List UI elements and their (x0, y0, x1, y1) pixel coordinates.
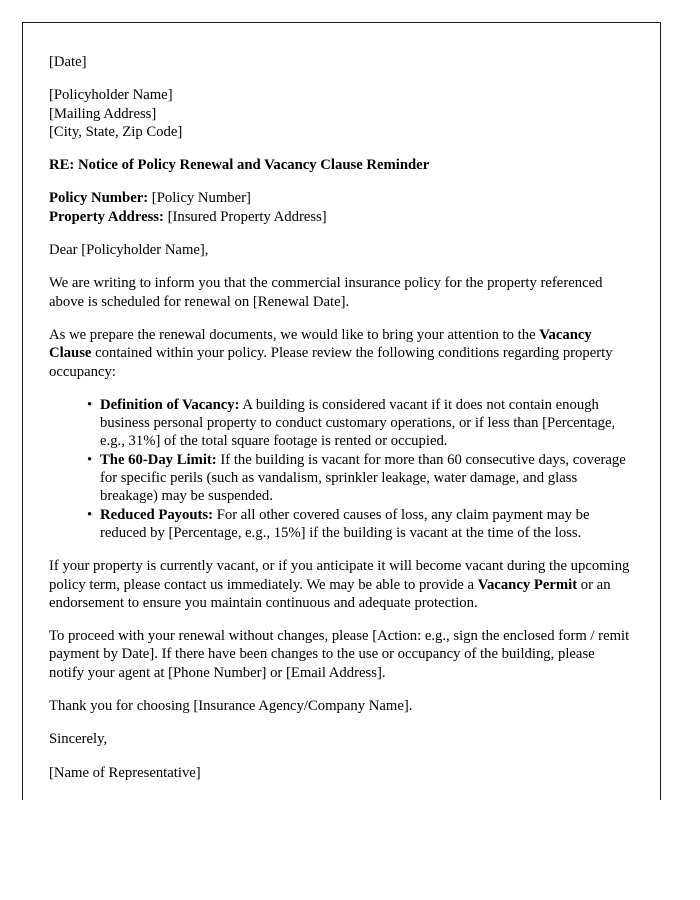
clause-lead-before: As we prepare the renewal documents, we would like to bring your attention to the (49, 326, 540, 343)
salutation: Dear [Policyholder Name], (49, 242, 209, 259)
re-subject-line: RE: Notice of Policy Renewal and Vacancy Clause Reminder (49, 157, 430, 174)
condition-text: If the building is vacant for more than 60 consecutive days, coverage for specific perils (such as vandalism, sprinkler leakage, water damage, and glass breakage) may be suspended. (100, 451, 626, 505)
recipient-mailing-address: [Mailing Address] (49, 105, 157, 122)
paragraph-thank-you: Thank you for choosing [Insurance Agency/Company Name]. (49, 698, 413, 715)
closing-salutation: Sincerely, (49, 731, 108, 748)
signature-name: [Name of Representative] (49, 764, 201, 781)
policy-number-label: Policy Number: (49, 190, 149, 207)
vacancy-clause-term: Vacancy Clause (49, 326, 592, 362)
list-item (87, 396, 632, 451)
policy-number-row (49, 189, 632, 207)
letter-page (22, 22, 661, 800)
clause-lead-after: contained within your policy. Please review the following conditions regarding property occupancy: (49, 345, 613, 380)
paragraph-action-required: To proceed with your renewal without changes, please [Action: e.g., sign the enclosed form / remit payment by Date]. If there have been changes to the use or occupancy of the building, please notify your agent at [Phone Number] or [Email Address]. (49, 628, 630, 681)
list-item (87, 451, 632, 506)
property-address-label: Property Address: (49, 208, 164, 225)
paragraph-vacancy-permit (49, 557, 632, 612)
condition-text: For all other covered causes of loss, any claim payment may be reduced by [Percentage, e.g., 15%] if the building is vacant at the time of the loss. (100, 506, 590, 541)
permit-after: or an endorsement to ensure you maintain continuous and adequate protection. (49, 576, 611, 611)
property-address-value: [Insured Property Address] (167, 208, 327, 225)
list-item (87, 506, 632, 543)
condition-term: The 60-Day Limit: (100, 451, 217, 468)
recipient-address-block (49, 86, 632, 141)
vacancy-permit-term: Vacancy Permit (477, 576, 578, 593)
policy-number-value: [Policy Number] (151, 190, 251, 207)
condition-text: A building is considered vacant if it does not contain enough business personal property to conduct customary operations, or if less than [Percentage, e.g., 31%] of the total square footage is rented or occupied. (100, 396, 616, 450)
policy-details-block (49, 189, 632, 226)
condition-term: Reduced Payouts: (100, 506, 214, 523)
letter-body (23, 23, 660, 782)
condition-term: Definition of Vacancy: (100, 396, 240, 413)
recipient-name: [Policyholder Name] (49, 87, 173, 104)
permit-before: If your property is currently vacant, or if you anticipate it will become vacant during the upcoming policy term, please contact us immediately. We may be able to provide a (49, 558, 630, 593)
recipient-city-state-zip: [City, State, Zip Code] (49, 123, 183, 140)
paragraph-intro: We are writing to inform you that the commercial insurance policy for the property referenced above is scheduled for renewal on [Renewal Date]. (49, 275, 603, 310)
paragraph-vacancy-clause-lead (49, 326, 632, 381)
date-line: [Date] (49, 54, 87, 70)
vacancy-conditions-list (49, 396, 632, 542)
property-address-row (49, 208, 632, 226)
